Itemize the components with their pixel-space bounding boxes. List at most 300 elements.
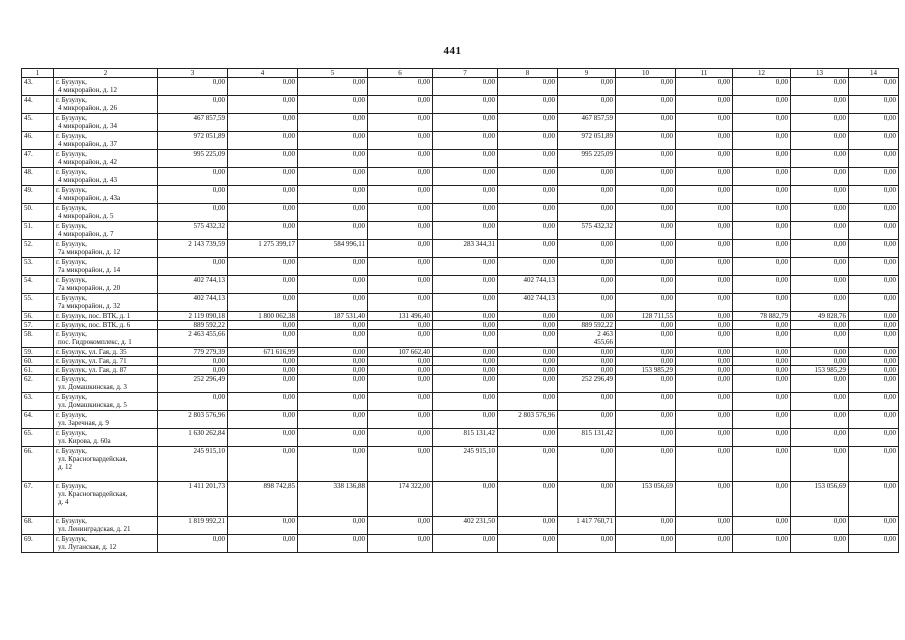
value-cell: 0,00 (368, 535, 433, 553)
value-cell: 0,00 (498, 114, 558, 132)
value-cell: 0,00 (158, 357, 228, 366)
value-cell: 0,00 (733, 96, 791, 114)
address-cell (54, 366, 158, 375)
value-cell: 131 496,40 (368, 312, 433, 321)
value-cell: 2 143 739,59 (158, 240, 228, 258)
value-cell: 0,00 (228, 535, 298, 553)
value-cell: 0,00 (433, 222, 498, 240)
value-cell: 153 056,69 (791, 482, 849, 517)
value-cell: 0,00 (616, 276, 676, 294)
row-number: 49. (22, 186, 54, 204)
column-header: 12 (733, 69, 791, 78)
address-line: г. Бузулук, (56, 96, 87, 104)
value-cell: 0,00 (616, 186, 676, 204)
value-cell: 0,00 (368, 375, 433, 393)
value-cell: 0,00 (849, 114, 899, 132)
value-cell: 0,00 (791, 132, 849, 150)
value-cell: 0,00 (616, 132, 676, 150)
address-line: г. Бузулук, ул. Гая, д. 35 (56, 348, 127, 356)
value-cell: 0,00 (228, 132, 298, 150)
value-cell: 0,00 (616, 96, 676, 114)
value-cell: 0,00 (433, 96, 498, 114)
value-cell: 0,00 (616, 258, 676, 276)
value-cell: 1 630 262,84 (158, 429, 228, 447)
address-line: 4 микрорайон, д. 43 (58, 176, 117, 184)
value-cell: 0,00 (733, 348, 791, 357)
address-line: г. Бузулук, (56, 411, 87, 419)
value-cell: 0,00 (368, 276, 433, 294)
value-cell: 0,00 (228, 447, 298, 482)
value-cell: 0,00 (558, 168, 616, 186)
value-cell: 0,00 (616, 535, 676, 553)
address-line: 7а микрорайон, д. 32 (58, 302, 121, 310)
value-cell: 0,00 (433, 330, 498, 348)
column-header: 2 (54, 69, 158, 78)
value-cell: 128 711,55 (616, 312, 676, 321)
address-line: г. Бузулук, (56, 258, 87, 266)
value-cell: 467 857,59 (158, 114, 228, 132)
value-cell: 0,00 (791, 204, 849, 222)
value-cell: 0,00 (228, 204, 298, 222)
address-cell (54, 357, 158, 366)
value-cell: 0,00 (368, 429, 433, 447)
value-cell: 49 828,76 (791, 312, 849, 321)
address-cell (54, 258, 158, 276)
value-cell: 0,00 (433, 258, 498, 276)
value-cell: 0,00 (558, 312, 616, 321)
value-cell: 0,00 (298, 330, 368, 348)
value-cell: 0,00 (433, 482, 498, 517)
value-cell: 0,00 (298, 294, 368, 312)
column-header: 5 (298, 69, 368, 78)
value-cell: 0,00 (733, 411, 791, 429)
value-cell: 0,00 (791, 96, 849, 114)
value-cell: 0,00 (733, 258, 791, 276)
value-cell: 0,00 (676, 312, 733, 321)
value-cell: 0,00 (676, 240, 733, 258)
address-line: г. Бузулук, ул. Гая, д. 87 (56, 366, 127, 374)
value-cell: 0,00 (676, 447, 733, 482)
value-cell: 0,00 (433, 393, 498, 411)
value-cell: 0,00 (433, 168, 498, 186)
table-row (22, 348, 899, 357)
value-cell: 0,00 (368, 517, 433, 535)
address-cell (54, 168, 158, 186)
value-cell: 0,00 (849, 78, 899, 96)
value-cell: 1 819 992,21 (158, 517, 228, 535)
address-cell (54, 321, 158, 330)
address-line: 4 микрорайон, д. 43а (58, 194, 121, 202)
value-cell: 1 275 399,17 (228, 240, 298, 258)
table-row (22, 222, 899, 240)
value-cell: 0,00 (498, 375, 558, 393)
table-row (22, 321, 899, 330)
value-cell: 0,00 (368, 132, 433, 150)
value-cell: 0,00 (733, 222, 791, 240)
value-cell: 0,00 (298, 78, 368, 96)
value-cell: 0,00 (368, 447, 433, 482)
value-cell: 0,00 (676, 357, 733, 366)
address-cell (54, 222, 158, 240)
value-cell: 0,00 (791, 222, 849, 240)
value-cell: 0,00 (158, 96, 228, 114)
address-line: г. Бузулук, (56, 330, 87, 338)
value-cell: 0,00 (616, 447, 676, 482)
value-cell: 0,00 (228, 411, 298, 429)
value-cell: 0,00 (498, 321, 558, 330)
value-cell: 0,00 (676, 78, 733, 96)
value-cell: 402 744,13 (158, 294, 228, 312)
row-number: 61. (22, 366, 54, 375)
address-line: 7а микрорайон, д. 12 (58, 248, 121, 256)
value-cell: 0,00 (791, 535, 849, 553)
value-cell: 0,00 (368, 258, 433, 276)
value-cell: 0,00 (368, 330, 433, 348)
value-cell: 0,00 (849, 447, 899, 482)
address-cell (54, 240, 158, 258)
value-cell: 995 225,09 (158, 150, 228, 168)
value-cell: 0,00 (676, 186, 733, 204)
value-cell: 0,00 (498, 357, 558, 366)
value-cell: 0,00 (228, 330, 298, 348)
address-line: г. Бузулук, (56, 294, 87, 302)
value-cell: 0,00 (498, 393, 558, 411)
value-cell: 0,00 (558, 535, 616, 553)
value-cell: 0,00 (558, 186, 616, 204)
value-cell: 0,00 (791, 348, 849, 357)
table-row (22, 393, 899, 411)
value-cell: 0,00 (616, 240, 676, 258)
value-cell: 0,00 (558, 482, 616, 517)
address-line: ул. Красногвардейская, (58, 490, 128, 498)
address-line: 7а микрорайон, д. 20 (58, 284, 121, 292)
address-cell (54, 150, 158, 168)
value-cell: 0,00 (498, 150, 558, 168)
value-cell: 0,00 (733, 357, 791, 366)
value-cell: 0,00 (228, 517, 298, 535)
row-number: 51. (22, 222, 54, 240)
value-cell: 575 432,32 (558, 222, 616, 240)
value-cell: 0,00 (368, 393, 433, 411)
value-cell: 153 985,29 (616, 366, 676, 375)
table-row (22, 482, 899, 517)
value-cell: 0,00 (368, 357, 433, 366)
value-cell: 0,00 (228, 321, 298, 330)
table-row (22, 276, 899, 294)
value-cell: 0,00 (158, 78, 228, 96)
address-line: г. Бузулук, (56, 168, 87, 176)
value-cell: 889 592,22 (558, 321, 616, 330)
value-cell: 0,00 (228, 150, 298, 168)
address-line: г. Бузулук, (56, 132, 87, 140)
value-cell: 0,00 (616, 429, 676, 447)
value-cell: 0,00 (849, 357, 899, 366)
value-cell: 0,00 (676, 330, 733, 348)
value-cell: 0,00 (733, 150, 791, 168)
address-cell (54, 411, 158, 429)
value-cell: 0,00 (433, 348, 498, 357)
value-cell: 0,00 (298, 357, 368, 366)
value-cell: 0,00 (298, 429, 368, 447)
value-cell: 0,00 (791, 330, 849, 348)
value-cell: 0,00 (558, 258, 616, 276)
value-cell: 0,00 (433, 312, 498, 321)
value-cell: 0,00 (791, 393, 849, 411)
value-cell: 0,00 (733, 375, 791, 393)
value-cell: 995 225,09 (558, 150, 616, 168)
value-cell: 0,00 (368, 366, 433, 375)
table-body (22, 78, 899, 553)
address-cell (54, 78, 158, 96)
value-cell: 0,00 (676, 114, 733, 132)
value-cell: 0,00 (298, 96, 368, 114)
value-cell: 0,00 (298, 150, 368, 168)
address-line: г. Бузулук, (56, 204, 87, 212)
value-cell: 0,00 (849, 96, 899, 114)
value-cell: 0,00 (616, 348, 676, 357)
value-cell: 0,00 (558, 96, 616, 114)
address-line: 4 микрорайон, д. 42 (58, 158, 117, 166)
value-cell: 0,00 (849, 321, 899, 330)
value-cell: 2 463 455,66 (558, 330, 616, 348)
row-number: 65. (22, 429, 54, 447)
value-cell: 0,00 (498, 517, 558, 535)
value-cell: 0,00 (616, 204, 676, 222)
value-cell: 0,00 (298, 276, 368, 294)
value-cell: 0,00 (298, 517, 368, 535)
value-cell: 0,00 (616, 321, 676, 330)
value-cell: 0,00 (228, 78, 298, 96)
row-number: 62. (22, 375, 54, 393)
table-row (22, 150, 899, 168)
value-cell: 0,00 (558, 411, 616, 429)
value-cell: 0,00 (849, 186, 899, 204)
value-cell: 0,00 (849, 294, 899, 312)
column-header: 11 (676, 69, 733, 78)
value-cell: 0,00 (676, 411, 733, 429)
table-row (22, 535, 899, 553)
value-cell: 0,00 (791, 78, 849, 96)
value-cell: 0,00 (676, 294, 733, 312)
value-cell: 0,00 (433, 150, 498, 168)
row-number: 53. (22, 258, 54, 276)
value-cell: 0,00 (733, 517, 791, 535)
value-cell: 0,00 (791, 150, 849, 168)
value-cell: 402 744,13 (158, 276, 228, 294)
value-cell: 402 744,13 (498, 276, 558, 294)
value-cell: 0,00 (558, 294, 616, 312)
value-cell: 0,00 (433, 366, 498, 375)
value-cell: 0,00 (228, 96, 298, 114)
address-cell (54, 535, 158, 553)
value-cell: 0,00 (558, 447, 616, 482)
address-line: 4 микрорайон, д. 34 (58, 122, 117, 130)
row-number: 47. (22, 150, 54, 168)
value-cell: 0,00 (676, 393, 733, 411)
value-cell: 0,00 (616, 393, 676, 411)
value-cell: 0,00 (498, 258, 558, 276)
value-cell: 0,00 (228, 168, 298, 186)
value-cell: 0,00 (298, 204, 368, 222)
value-cell: 0,00 (498, 78, 558, 96)
value-cell: 0,00 (298, 375, 368, 393)
value-cell: 0,00 (298, 168, 368, 186)
table-row (22, 204, 899, 222)
table-row (22, 366, 899, 375)
header-row (22, 69, 899, 78)
table-row (22, 447, 899, 482)
value-cell: 0,00 (733, 204, 791, 222)
value-cell: 0,00 (433, 294, 498, 312)
address-line: г. Бузулук, (56, 535, 87, 543)
table-row (22, 96, 899, 114)
column-header: 14 (849, 69, 899, 78)
value-cell: 0,00 (433, 132, 498, 150)
column-header: 6 (368, 69, 433, 78)
value-cell: 0,00 (368, 204, 433, 222)
value-cell: 0,00 (676, 429, 733, 447)
value-cell: 0,00 (616, 150, 676, 168)
value-cell: 0,00 (558, 240, 616, 258)
value-cell: 2 803 576,96 (498, 411, 558, 429)
value-cell: 0,00 (228, 357, 298, 366)
value-cell: 0,00 (849, 312, 899, 321)
address-cell (54, 204, 158, 222)
value-cell: 0,00 (228, 429, 298, 447)
row-number: 46. (22, 132, 54, 150)
value-cell: 0,00 (498, 312, 558, 321)
value-cell: 0,00 (228, 114, 298, 132)
address-cell (54, 312, 158, 321)
value-cell: 0,00 (676, 348, 733, 357)
value-cell: 0,00 (733, 168, 791, 186)
value-cell: 0,00 (676, 258, 733, 276)
value-cell: 174 322,00 (368, 482, 433, 517)
value-cell: 0,00 (733, 78, 791, 96)
value-cell: 0,00 (228, 276, 298, 294)
address-cell (54, 186, 158, 204)
value-cell: 0,00 (498, 132, 558, 150)
value-cell: 0,00 (616, 168, 676, 186)
address-line: г. Бузулук, (56, 186, 87, 194)
value-cell: 0,00 (433, 186, 498, 204)
address-line: пос. Гидрокомплекс, д. 1 (58, 338, 132, 346)
value-cell: 0,00 (433, 535, 498, 553)
value-cell: 0,00 (558, 348, 616, 357)
value-cell: 0,00 (849, 222, 899, 240)
value-cell: 252 296,49 (558, 375, 616, 393)
value-cell: 0,00 (368, 240, 433, 258)
value-cell: 898 742,85 (228, 482, 298, 517)
value-cell: 0,00 (498, 186, 558, 204)
value-cell: 0,00 (676, 276, 733, 294)
value-cell: 0,00 (733, 240, 791, 258)
value-cell: 0,00 (558, 204, 616, 222)
value-cell: 0,00 (791, 429, 849, 447)
value-cell: 0,00 (498, 482, 558, 517)
value-cell: 0,00 (433, 78, 498, 96)
value-cell: 0,00 (158, 168, 228, 186)
address-cell (54, 375, 158, 393)
value-cell: 0,00 (228, 375, 298, 393)
value-cell: 0,00 (849, 348, 899, 357)
value-cell: 0,00 (849, 429, 899, 447)
row-number: 68. (22, 517, 54, 535)
value-cell: 0,00 (298, 366, 368, 375)
column-header: 3 (158, 69, 228, 78)
value-cell: 0,00 (298, 348, 368, 357)
address-line: г. Бузулук, (56, 375, 87, 383)
address-line: г. Бузулук, пос. ВТК, д. 1 (56, 312, 131, 320)
value-cell: 0,00 (368, 78, 433, 96)
value-cell: 187 531,40 (298, 312, 368, 321)
column-header: 4 (228, 69, 298, 78)
address-line: д. 4 (58, 498, 69, 506)
value-cell: 245 915,10 (158, 447, 228, 482)
page-number: 441 (443, 45, 462, 57)
value-cell: 1 800 062,38 (228, 312, 298, 321)
value-cell: 0,00 (676, 204, 733, 222)
value-cell: 0,00 (849, 204, 899, 222)
value-cell: 338 136,88 (298, 482, 368, 517)
value-cell: 0,00 (849, 240, 899, 258)
value-cell: 402 231,50 (433, 517, 498, 535)
value-cell: 0,00 (498, 447, 558, 482)
table-row (22, 294, 899, 312)
value-cell: 0,00 (368, 114, 433, 132)
value-cell: 2 119 090,18 (158, 312, 228, 321)
row-number: 43. (22, 78, 54, 96)
value-cell: 0,00 (849, 150, 899, 168)
value-cell: 972 051,89 (158, 132, 228, 150)
address-line: г. Бузулук, (56, 393, 87, 401)
value-cell: 779 279,39 (158, 348, 228, 357)
value-cell: 0,00 (368, 222, 433, 240)
value-cell: 0,00 (228, 366, 298, 375)
value-cell: 0,00 (368, 168, 433, 186)
value-cell: 0,00 (498, 366, 558, 375)
value-cell: 0,00 (616, 222, 676, 240)
value-cell: 0,00 (733, 429, 791, 447)
value-cell: 0,00 (676, 517, 733, 535)
address-line: г. Бузулук, (56, 114, 87, 122)
row-number: 54. (22, 276, 54, 294)
value-cell: 0,00 (616, 517, 676, 535)
value-cell: 0,00 (498, 330, 558, 348)
table-row (22, 258, 899, 276)
value-cell: 0,00 (676, 535, 733, 553)
value-cell: 0,00 (298, 393, 368, 411)
address-line: д. 12 (58, 463, 73, 471)
value-cell: 0,00 (849, 258, 899, 276)
value-cell: 0,00 (676, 96, 733, 114)
value-cell: 889 592,22 (158, 321, 228, 330)
value-cell: 0,00 (733, 321, 791, 330)
row-number: 50. (22, 204, 54, 222)
table-row (22, 114, 899, 132)
value-cell: 0,00 (791, 168, 849, 186)
value-cell: 1 417 760,71 (558, 517, 616, 535)
value-cell: 0,00 (368, 294, 433, 312)
value-cell: 0,00 (368, 411, 433, 429)
value-cell: 0,00 (228, 393, 298, 411)
value-cell: 0,00 (676, 375, 733, 393)
value-cell: 0,00 (498, 429, 558, 447)
value-cell: 575 432,32 (158, 222, 228, 240)
table-row (22, 240, 899, 258)
value-cell: 0,00 (791, 321, 849, 330)
table-row (22, 357, 899, 366)
